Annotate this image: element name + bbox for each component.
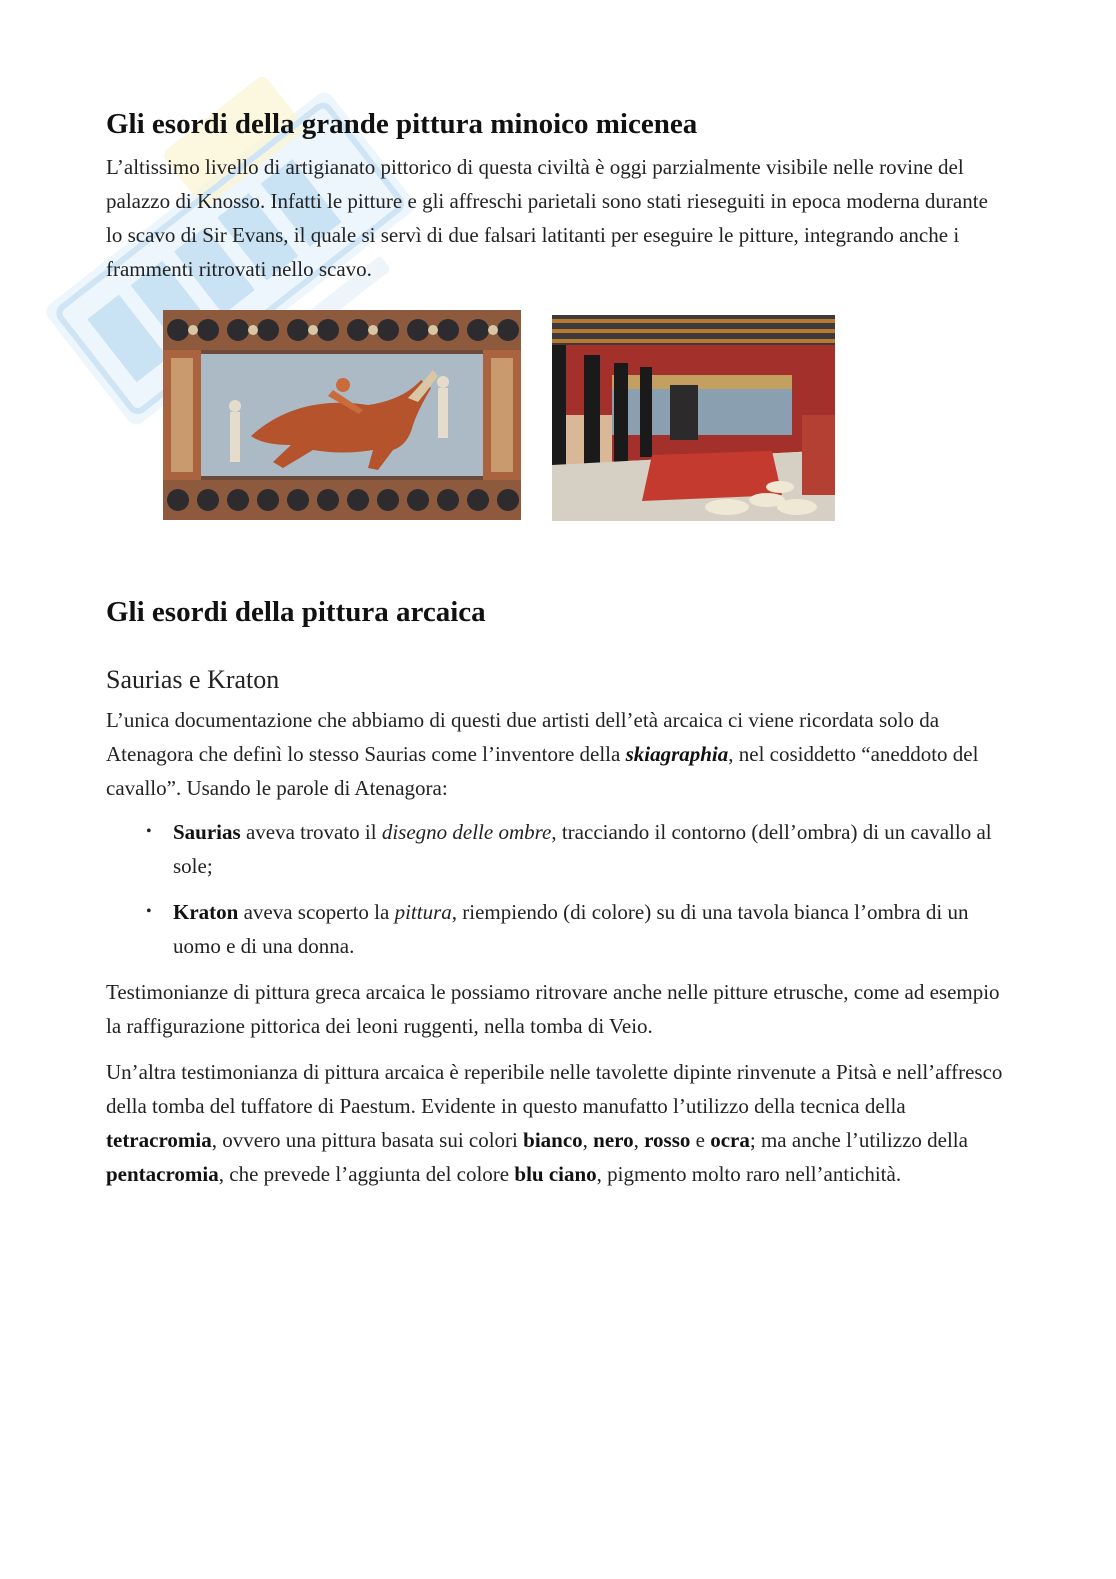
text-run: aveva scoperto la: [238, 900, 395, 925]
text-run: , che prevede l’aggiunta del colore: [218, 1162, 515, 1187]
text-run: ; ma anche l’utilizzo della: [749, 1128, 968, 1153]
bullet-glyph: •: [146, 903, 152, 921]
list-item: [106, 895, 1006, 963]
term-nero: nero: [593, 1128, 634, 1153]
subheading-saurias-kraton: Saurias e Kraton: [106, 665, 280, 695]
text-run: , nel cosiddetto “aneddoto del cavallo”. Usando le parole di Atenagora:: [106, 742, 979, 801]
paragraph-etrusche: Testimonianze di pittura greca arcaica le possiamo ritrovare anche nelle pitture etrusche, come ad esempio la raffigurazione pittorica dei leoni ruggenti, nella tomba di Veio.: [106, 980, 1000, 1039]
term-disegno-ombre: disegno delle ombre: [381, 820, 552, 845]
image-throne-room: [552, 315, 835, 521]
figure-row: [106, 310, 1006, 550]
text-run: L’unica documentazione che abbiamo di questi due artisti dell’età arcaica ci viene ricordata solo da Atenagora che definì lo stesso Saurias come l’inventore della: [106, 708, 940, 767]
term-blu-ciano: blu ciano: [514, 1162, 597, 1187]
bullet-list: [106, 815, 1006, 963]
text-run: , ovvero una pittura basata sui colori: [211, 1128, 524, 1153]
image-bull-leaping-fresco: [163, 310, 521, 520]
bullet-glyph: •: [146, 823, 152, 841]
term-ocra: ocra: [710, 1128, 750, 1153]
text-run: e: [690, 1128, 711, 1153]
term-skiagraphia-text: skiagraphia: [625, 742, 729, 767]
artist-name-kraton: Kraton: [173, 900, 239, 925]
text-run: ,: [633, 1128, 645, 1153]
artist-name-saurias: Saurias: [173, 820, 241, 845]
text-run: , tracciando il contorno (dell’ombra) di un cavallo al sole;: [173, 820, 992, 879]
text-run: , riempiendo (di colore) su di una tavola bianca l’ombra di un uomo e di una donna.: [173, 900, 969, 959]
text-run: aveva trovato il: [240, 820, 382, 845]
list-item: [106, 815, 1006, 883]
section-heading-minoico: Gli esordi della grande pittura minoico micenea: [106, 108, 698, 140]
text-run: Un’altra testimonianza di pittura arcaica è reperibile nelle tavolette dipinte rinvenute a Pitsà e nell’affresco della tomba del tuffatore di Paestum. Evidente in questo manufatto l’utilizzo della tecnica della: [106, 1060, 1003, 1119]
term-pentacromia: pentacromia: [106, 1162, 219, 1187]
paragraph-knosso: L’altissimo livello di artigianato pittorico di questa civiltà è oggi parzialmente visibile nelle rovine del palazzo di Knosso. Infatti le pitture e gli affreschi parietali sono stati rieseguiti in epoca moderna durante lo scavo di Sir Evans, il quale si servì di due falsari latitanti per eseguire le pitture, integrando anche i frammenti ritrovati nello scavo.: [106, 154, 988, 281]
term-skiagraphia: [626, 742, 729, 766]
paragraph-atenagora: [106, 703, 1006, 805]
text-run: , pigmento molto raro nell’antichità.: [596, 1162, 902, 1187]
term-rosso: rosso: [644, 1128, 691, 1153]
content-column: [106, 100, 1006, 1191]
term-tetracromia: tetracromia: [106, 1128, 212, 1153]
term-pittura: pittura: [394, 900, 452, 925]
term-bianco: bianco: [523, 1128, 583, 1153]
paragraph-paestum: [106, 1055, 1006, 1191]
text-run: ,: [582, 1128, 594, 1153]
section-heading-arcaica: Gli esordi della pittura arcaica: [106, 595, 486, 628]
